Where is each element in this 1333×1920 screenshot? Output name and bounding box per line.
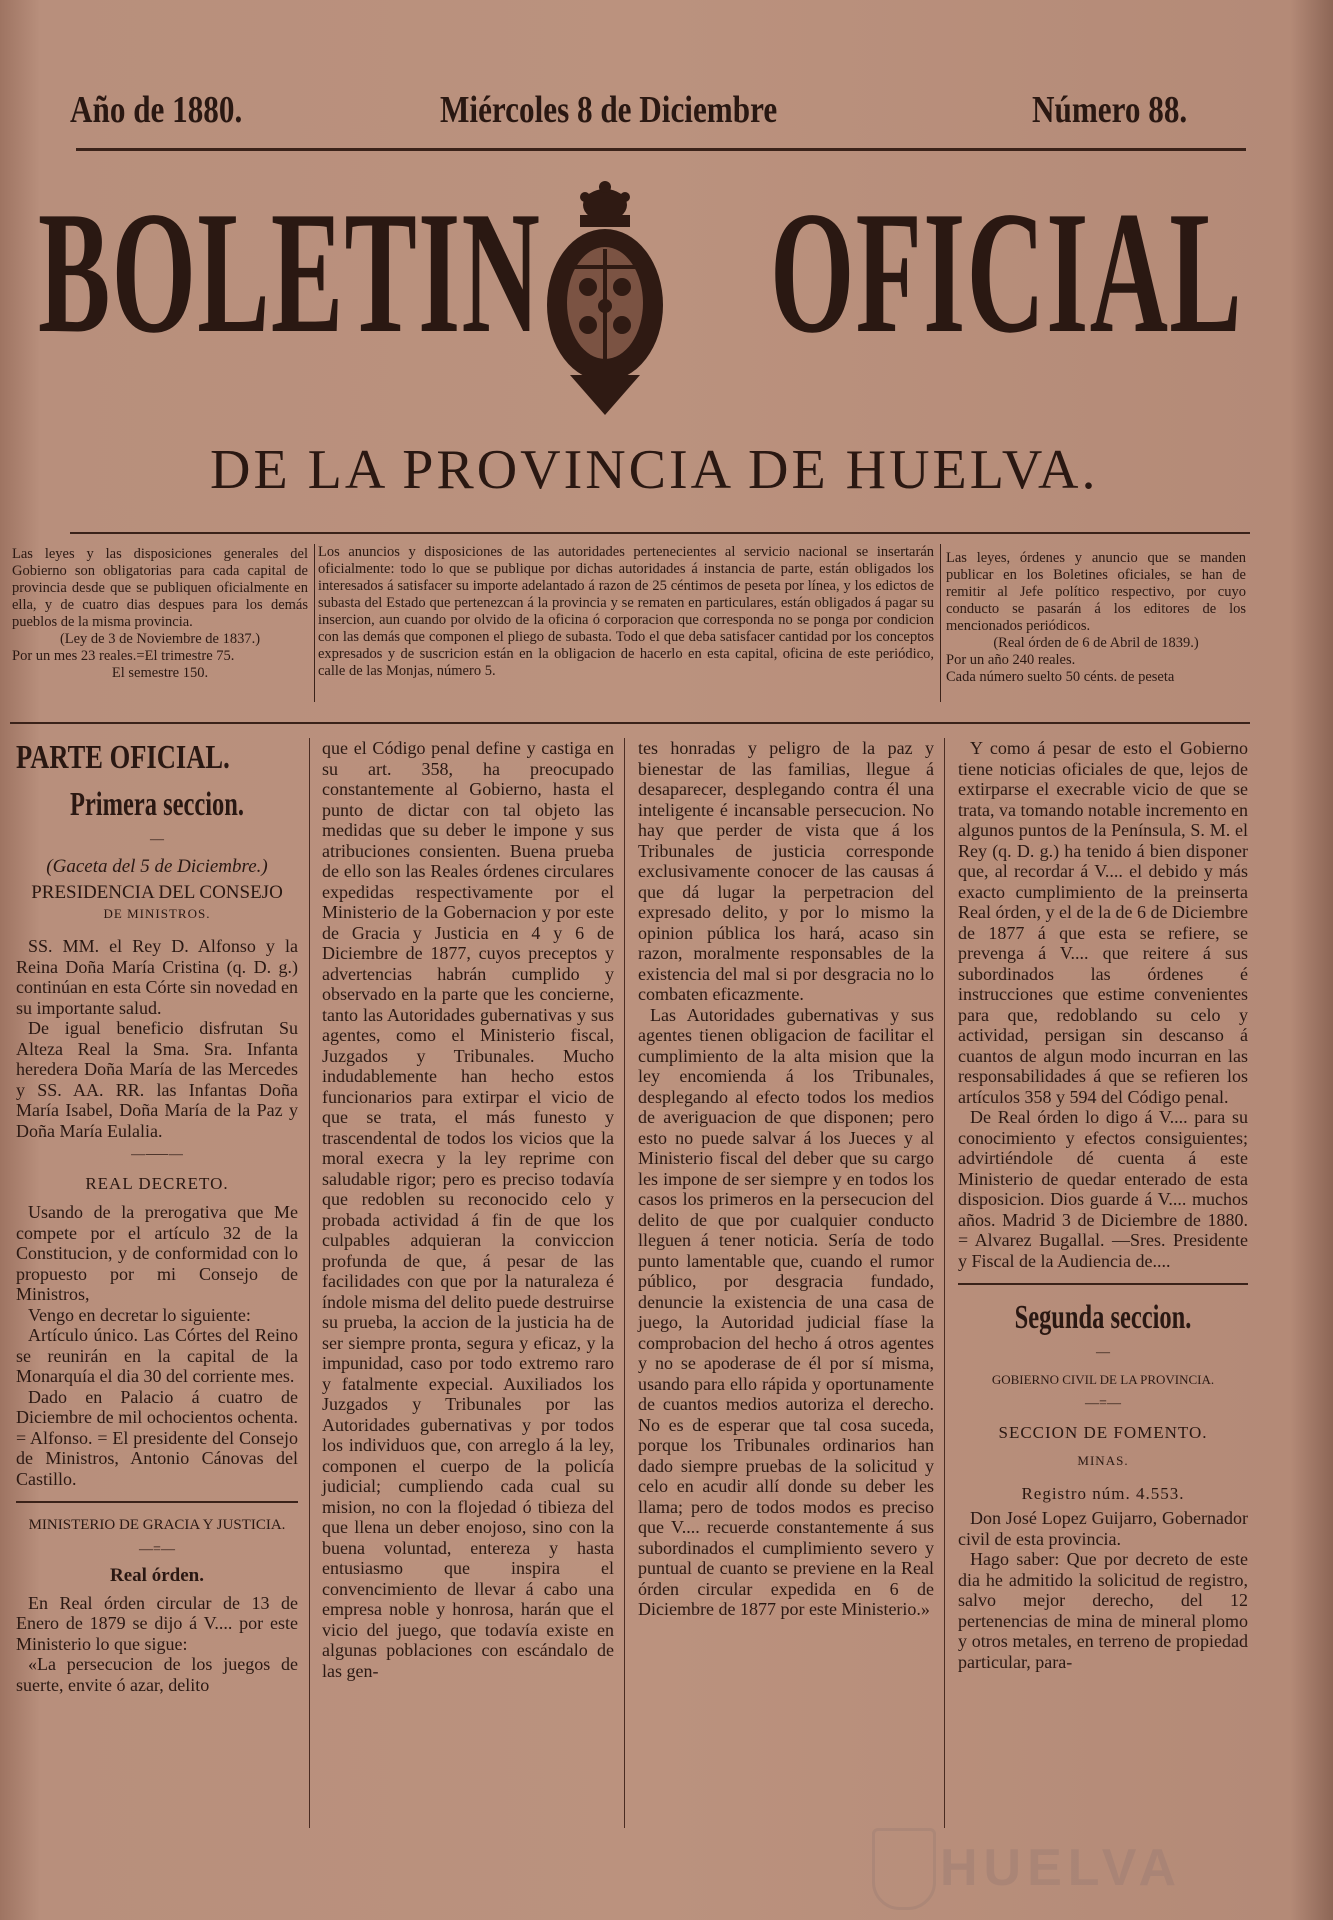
paragraph: Y como á pesar de esto el Gobierno tiene noticias oficiales de que, lejos de extirparse el execrable vicio de que se trata, va tomando notable incremento en algunos puntos de la Península, S. M. el Rey (q. D. g.) ha tenido á bien disponer que, al recordar á V.... el debido y más exacto cumplimiento de la preinserta Real órden, y el de la de 6 de Diciembre de 1877 á que esta se refiere, se prevenga á V.... que reitere á sus subordinados las órdenes é instrucciones que estime convenientes para que, redoblando su celo y actividad, persigan sin descanso á cuantos de algun modo incurran en las responsabilidades á que se refieren los artículos 358 y 594 del Código penal. [958,738,1248,1107]
notice-right-ref: (Real órden de 6 de Abril de 1839.) [993,635,1199,651]
minas-heading: MINAS. [1077,1453,1129,1468]
paragraph: De Real órden lo digo á V.... para su conocimiento y efectos consiguientes; advirtiéndole dé cuenta á este Ministerio de quedar enterado de esta disposicion. Dios guarde á V.... muchos años. Madrid 3 de Diciembre de 1880. = Alvarez Bugallal. —Sres. Presidente y Fiscal de la Audiencia de.... [958,1107,1248,1271]
issue-date: Miércoles 8 de Diciembre [440,89,778,131]
primera-seccion-heading: Primera seccion. [69,786,244,823]
title-boletin: BOLETIN [38,175,542,369]
masthead [70,88,1190,138]
issue-year: Año de 1880. [70,89,243,131]
title-subtitle: DE LA PROVINCIA DE HUELVA. [210,439,1099,501]
paragraph: SS. MM. el Rey D. Alfonso y la Reina Doña María Cristina (q. D. g.) continúan en esta Córte sin novedad en su importante salud. [16,936,298,1018]
paragraph: En Real órden circular de 13 de Enero de 1879 se dijo á V.... por este Ministerio lo que sigue: [16,1592,298,1654]
ministros-subheading: DE MINISTROS. [103,905,211,921]
presidencia-heading: PRESIDENCIA DEL CONSEJO [31,882,283,903]
watermark-text: HUELVA [940,1839,1183,1897]
paragraph: que el Código penal define y castiga en su art. 358, ha preocupado constantemente al Gobierno, hasta el punto de dictar con tal objeto las medidas que su deber le impone y sus atribuciones consienten. Buena prueba de ello son las Reales órdenes circulares expedidas respectivamente por el Ministerio de la Gobernacion y por este de Gracia y Justicia en 4 y 6 de Diciembre de 1877, cuyos preceptos y advertencias habrán cumplido y observado en la parte que les concierne, tanto las Autoridades gubernativas y sus agentes, como el Ministerio fiscal, Juzgados y Tribunales. Mucho indudablemente han hecho estos funcionarios para extirpar el vicio de que se trata, el más funesto y trascendental de todos los vicios que la moral execra y la ley reprime con saludable rigor; pero es preciso todavía que redoblen su reconocido celo y probada actividad á fin de que los culpables adquieran la conviccion profunda de que, á pesar de las facilidades con que por la naturaleza é índole misma del delito puede destruirse su prueba, la accion de la justicia ha de ser siempre pronta, segura y eficaz, y la impunidad, caso por todo extremo raro y fatalmente expecial. Auxiliados los Juzgados y Tribunales por las Autoridades gubernativas y por todos los individuos que, con arreglo á la ley, componen el cuerpo de la policía judicial; cumpliendo cada cual su mision, no con la flojedad ó tibieza del que llena un deber enojoso, sino con la buena voluntad, entereza y hasta entusiasmo que inspira el convencimiento de llevar á cabo una empresa noble y honrosa, harán que el vicio del juego, que todavía existe en algunas poblaciones con escándalo de las gen- [322,738,614,1681]
notice-right [946,550,1246,686]
section-rule [16,1501,298,1503]
notice-divider-1 [314,544,315,702]
divider-dash: —=— [139,1541,175,1557]
paragraph: Hago saber: Que por decreto de este dia he admitido la solicitud de registro, salvo mejor derecho, del 12 pertenencias de mina de mineral plomo y otros metales, en terreno de propiedad particular, para- [958,1549,1248,1672]
notice-rule [10,722,1250,724]
gaceta-reference: (Gaceta del 5 de Diciembre.) [46,855,268,877]
notice-divider-2 [940,544,941,702]
divider-dash: — [150,832,164,847]
column-3 [638,738,934,1620]
divider-dash: —⸺— [131,1147,183,1162]
notice-middle [318,544,934,680]
divider-dash: —=— [1085,1396,1121,1411]
gobierno-civil-heading: GOBIERNO CIVIL DE LA PROVINCIA. [991,1371,1215,1387]
paragraph: Dado en Palacio á cuatro de Diciembre de mil ochocientos ochenta. = Alfonso. = El presidente del Consejo de Ministros, Antonio Cánovas del Castillo. [16,1386,298,1489]
real-decreto-heading: REAL DECRETO. [85,1173,229,1193]
notice-left-text: Las leyes y las disposiciones generales del Gobierno son obligatorias para cada capital de provincia desde que se publiquen oficialmente en ella, y de cuatro dias despues para los demás pueblos de la misma provincia. [12,546,308,630]
paragraph: Vengo en decretar lo siguiente: [28,1304,251,1325]
paragraph: Las Autoridades gubernativas y sus agentes tienen obligacion de facilitar el cumplimiento de la alta mision que la ley encomienda á los Tribunales, desplegando al efecto todos los medios de averiguacion de que disponen; pero esto no puede salvar á los Jueces y al Ministerio fiscal del deber que su cargo les impone de ser siempre y en todos los casos los primeros en la persecucion del delito de que por cualquier conducto lleguen á tener noticia. Sería de todo punto lamentable que, cuando el rumor público, por desgracia fundado, denuncie la existencia de una casa de juego, la Autoridad judicial fíase la comprobacion del hecho á otros agentes y no se apoderase de él por sí misma, usando para ello rápida y oportunamente de cuantos medios autoriza el derecho. No es de esperar que tal cosa suceda, porque los Tribunales ordinarios han dado siempre pruebas de la solicitud y celo en acudir allí donde su deber les llama; pero de todos modos es preciso que V.... recuerde constantemente á sus subordinados el cumplimiento severo y puntual de cuanto se previene en la Real órden circular expedida en 6 de Diciembre de 1877 por este Ministerio.» [638,1004,934,1619]
section-rule [958,1283,1248,1285]
notice-middle-text: Los anuncios y disposiciones de las autoridades pertenecientes al servicio nacional se insertarán oficialmente: todo lo que se publique por dichas autoridades á instancia de parte, están obligados los interesados á satisfacer su importe adelantado á razon de 25 céntimos de peseta por línea, y los edictos de subasta del Estado que pertenezcan á la provincia y se rematen en particulares, están obligados á pagar su insercion, aun cuando por olvido de la oficina ó corporacion que corresponda no se ponga por condicion con las demás que componen el pliego de subasta. Todo el que deba satisfacer cantidad por los conceptos expresados y de suscricion están en la obligacion de hacerlo en esta capital, oficina de este periódico, calle de las Monjas, número 5. [318,544,934,679]
notice-left [12,546,308,682]
paragraph: De igual beneficio disfrutan Su Alteza Real la Sma. Sra. Infanta heredera Doña María de las Mercedes y SS. AA. RR. las Infantas Doña María Isabel, Doña María de la Paz y Doña María Eulalia. [16,1018,298,1141]
paragraph: Don José Lopez Guijarro, Gobernador civil de esta provincia. [958,1508,1248,1549]
column-divider-1 [309,738,310,1828]
column-4 [958,738,1248,1672]
column-1 [16,738,298,1695]
parte-oficial-heading: PARTE OFICIAL. [16,739,230,776]
title-oficial: OFICIAL [770,175,1243,369]
royal-coat-of-arms-icon [540,175,670,420]
paragraph: «La persecucion de los juegos de suerte, envite ó azar, delito [16,1654,298,1695]
notice-left-price1: Por un mes 23 reales.=El trimestre 75. [12,648,235,664]
registro-number: Registro núm. 4.553. [1021,1483,1185,1503]
divider-dash: — [1096,1345,1110,1360]
notice-left-price2: El semestre 150. [111,665,209,681]
column-2 [322,738,614,1681]
column-divider-3 [944,738,945,1828]
paragraph: Usando de la prerogativa que Me compete por el artículo 32 de la Constitucion, y de conformidad con lo propuesto por mi Consejo de Ministros, [16,1202,298,1304]
notice-right-price1: Por un año 240 reales. [946,652,1076,668]
watermark-shield-icon [872,1828,936,1910]
paragraph: tes honradas y peligro de la paz y bienestar de las familias, llegue á desaparecer, desplegando contra él una inteligente é incansable persecucion. No hay que perder de vista que á los Tribunales de justicia corresponde exclusivamente conocer de las causas á que dá lugar la perpetracion del expresado delito, y por lo mismo la opinion pública los hará, acaso sin razon, moralmente responsables de la existencia del mal si por desgracia no lo combaten eficazmente. [638,738,934,1004]
issue-number: Número 88. [1032,89,1188,131]
ministerio-heading: MINISTERIO DE GRACIA Y JUSTICIA. [28,1517,286,1533]
real-orden-heading: Real órden. [110,1565,204,1586]
seccion-fomento-heading: SECCION DE FOMENTO. [998,1422,1208,1442]
paragraph: Artículo único. Las Córtes del Reino se reunirán en la capital de la Monarquía el dia 30 del corriente mes. [16,1325,298,1386]
masthead-rule [76,148,1246,151]
column-divider-2 [624,738,625,1828]
notice-left-ref: (Ley de 3 de Noviembre de 1837.) [59,631,261,647]
notice-right-price2: Cada número suelto 50 cénts. de peseta [946,669,1175,685]
notice-right-text: Las leyes, órdenes y anuncio que se manden publicar en los Boletines oficiales, se han de remitir al Jefe político respectivo, por cuyo conducto se pasarán á los editores de los mencionados periódicos. [946,550,1246,634]
title-rule [70,532,1250,534]
segunda-seccion-heading: Segunda seccion. [1014,1299,1192,1336]
